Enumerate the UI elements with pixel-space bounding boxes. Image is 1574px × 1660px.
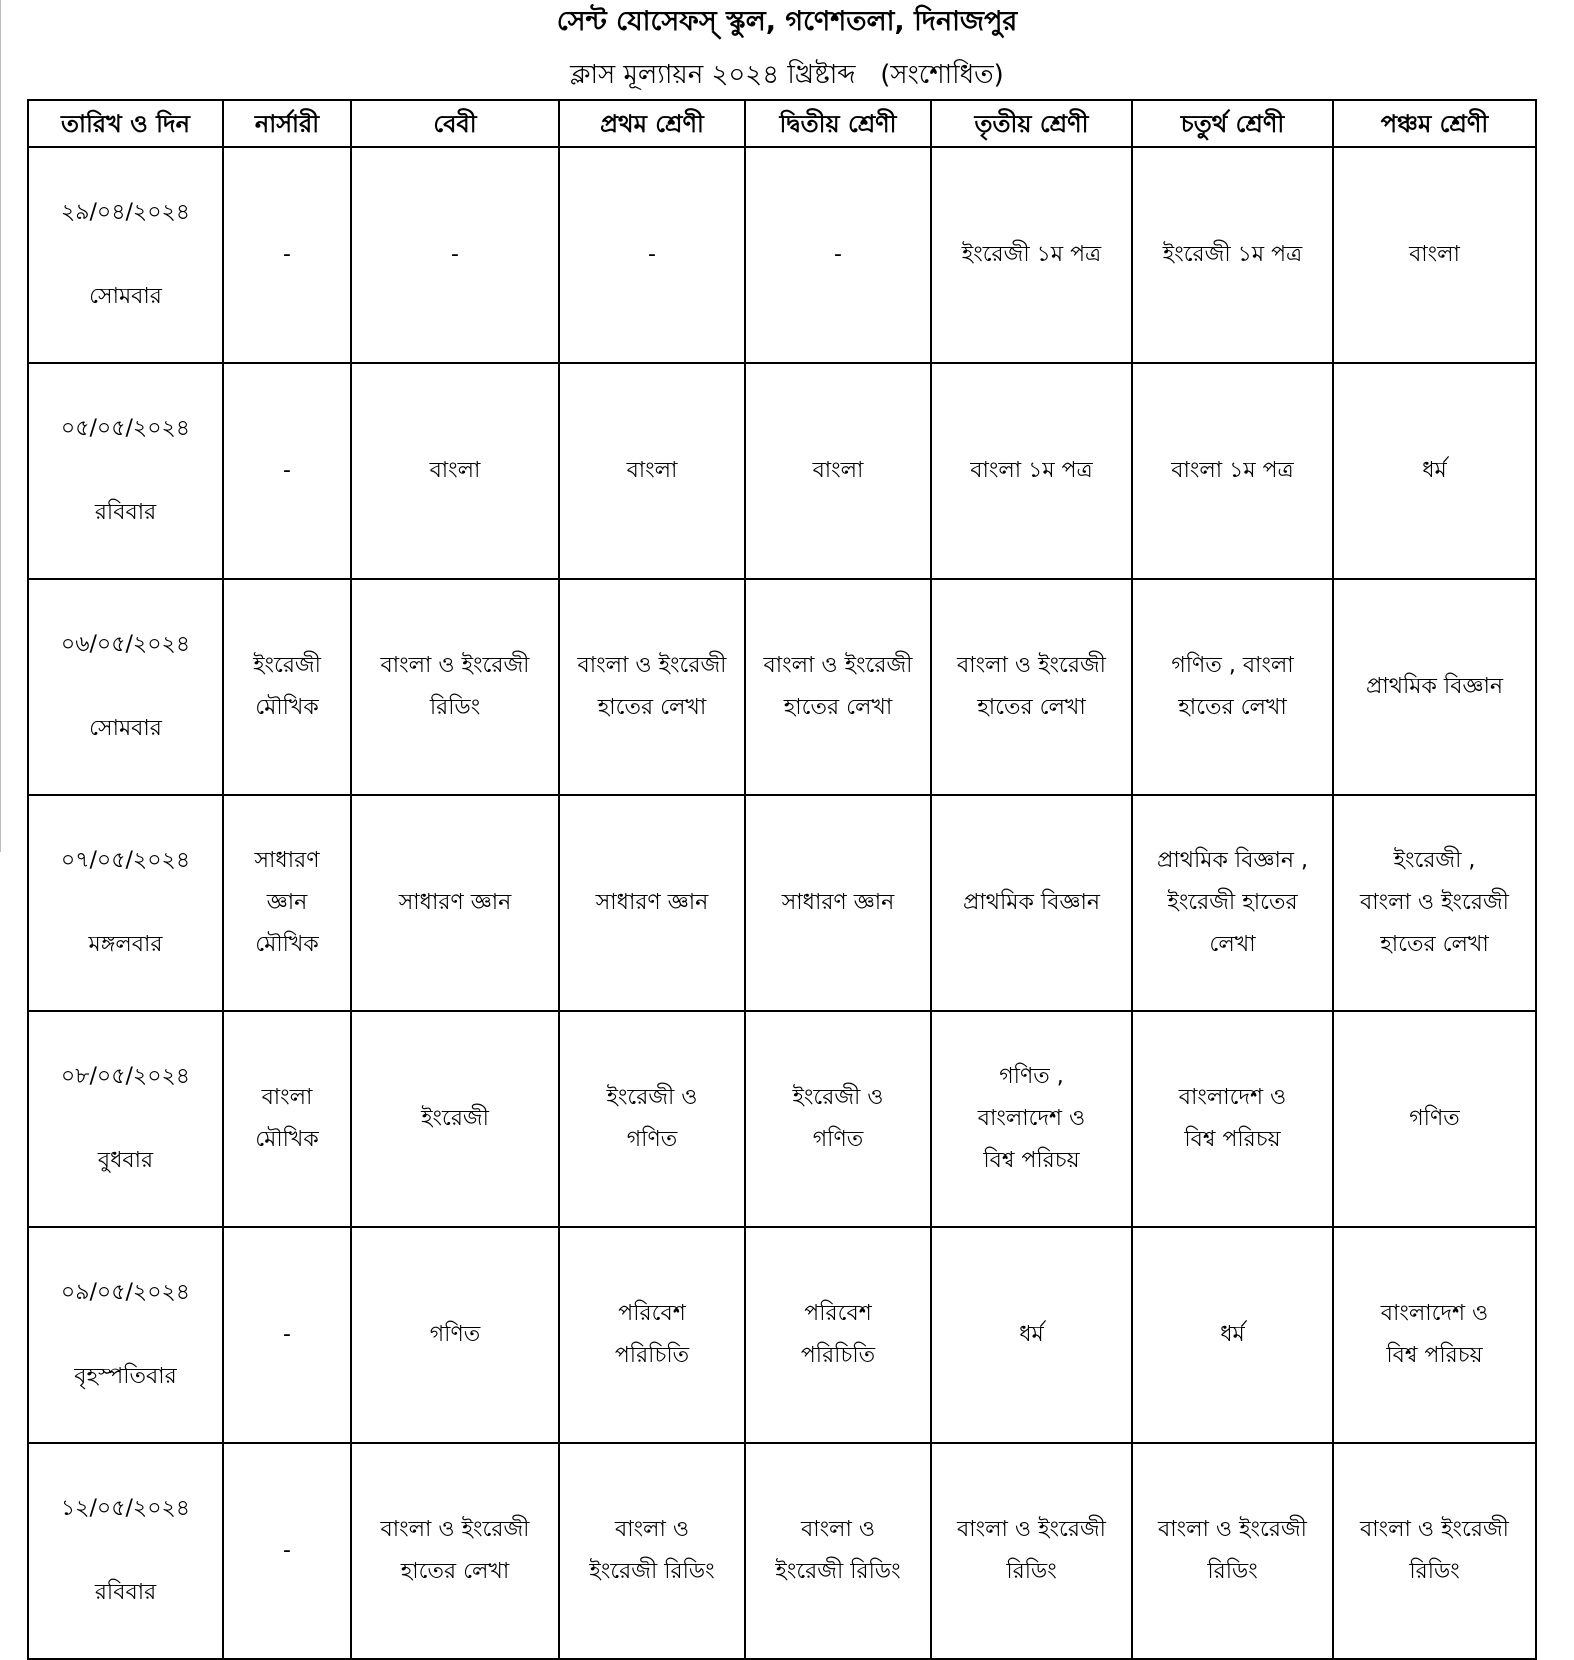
cell-class-two: বাংলা [745, 363, 931, 579]
exam-schedule-table [27, 99, 1537, 1660]
cell-class-four: বাংলাদেশ ও বিশ্ব পরিচয় [1132, 1011, 1333, 1227]
date-day-cell [28, 147, 223, 363]
cell-class-one: সাধারণ জ্ঞান [559, 795, 745, 1011]
header-date-day: তারিখ ও দিন [28, 100, 223, 147]
cell-class-five: বাংলা [1333, 147, 1536, 363]
exam-date: ০৮/০৫/২০২৪ [60, 1064, 191, 1089]
exam-date: ০৭/০৫/২০২৪ [60, 848, 191, 873]
cell-nursery: - [223, 147, 351, 363]
date-day-cell [28, 363, 223, 579]
exam-date: ০৯/০৫/২০২৪ [60, 1280, 191, 1305]
cell-class-one: - [559, 147, 745, 363]
cell-nursery: ইংরেজী মৌখিক [223, 579, 351, 795]
cell-class-three: বাংলা ১ম পত্র [931, 363, 1132, 579]
cell-class-four: বাংলা ১ম পত্র [1132, 363, 1333, 579]
cell-class-five: ধর্ম [1333, 363, 1536, 579]
exam-date: ১২/০৫/২০২৪ [60, 1496, 191, 1521]
table-row [28, 579, 1536, 795]
table-row [28, 795, 1536, 1011]
header-row [28, 100, 1536, 147]
cell-class-one: বাংলা ও ইংরেজী রিডিং [559, 1443, 745, 1659]
cell-class-two: সাধারণ জ্ঞান [745, 795, 931, 1011]
exam-day: রবিবার [94, 1580, 157, 1605]
cell-baby: সাধারণ জ্ঞান [351, 795, 559, 1011]
date-day-cell [28, 1227, 223, 1443]
cell-class-five: ইংরেজী , বাংলা ও ইংরেজী হাতের লেখা [1333, 795, 1536, 1011]
exam-day: সোমবার [89, 284, 162, 309]
cell-class-three: বাংলা ও ইংরেজী রিডিং [931, 1443, 1132, 1659]
cell-class-five: গণিত [1333, 1011, 1536, 1227]
cell-class-three: প্রাথমিক বিজ্ঞান [931, 795, 1132, 1011]
exam-day: বুধবার [97, 1148, 154, 1173]
cell-class-two: পরিবেশ পরিচিতি [745, 1227, 931, 1443]
cell-baby: - [351, 147, 559, 363]
cell-baby: বাংলা ও ইংরেজী রিডিং [351, 579, 559, 795]
date-day-cell [28, 1443, 223, 1659]
cell-nursery: বাংলা মৌখিক [223, 1011, 351, 1227]
exam-date: ২৯/০৪/২০২৪ [60, 200, 191, 225]
exam-day: সোমবার [89, 716, 162, 741]
cell-class-three: ইংরেজী ১ম পত্র [931, 147, 1132, 363]
exam-day: রবিবার [94, 500, 157, 525]
exam-day: মঙ্গলবার [88, 932, 163, 957]
exam-subtitle: ক্লাস মূল্যায়ন ২০২৪ খ্রিষ্টাব্দ (সংশোধিত) [570, 60, 1004, 90]
cell-class-two: বাংলা ও ইংরেজী রিডিং [745, 1443, 931, 1659]
table-row [28, 147, 1536, 363]
exam-date: ০৫/০৫/২০২৪ [60, 416, 191, 441]
header-nursery: নার্সারী [223, 100, 351, 147]
cell-class-three: বাংলা ও ইংরেজী হাতের লেখা [931, 579, 1132, 795]
cell-baby: ইংরেজী [351, 1011, 559, 1227]
cell-nursery: সাধারণ জ্ঞান মৌখিক [223, 795, 351, 1011]
header-baby: বেবী [351, 100, 559, 147]
cell-class-five: প্রাথমিক বিজ্ঞান [1333, 579, 1536, 795]
school-title: সেন্ট যোসেফস্ স্কুল, গণেশতলা, দিনাজপুর [556, 6, 1018, 37]
table-row [28, 1443, 1536, 1659]
cell-baby: বাংলা ও ইংরেজী হাতের লেখা [351, 1443, 559, 1659]
cell-class-four: গণিত , বাংলা হাতের লেখা [1132, 579, 1333, 795]
date-day-cell [28, 795, 223, 1011]
cell-class-four: ধর্ম [1132, 1227, 1333, 1443]
header-class-one: প্রথম শ্রেণী [559, 100, 745, 147]
header-class-three: তৃতীয় শ্রেণী [931, 100, 1132, 147]
cell-nursery: - [223, 1227, 351, 1443]
cell-class-one: ইংরেজী ও গণিত [559, 1011, 745, 1227]
cell-class-four: বাংলা ও ইংরেজী রিডিং [1132, 1443, 1333, 1659]
cell-class-one: পরিবেশ পরিচিতি [559, 1227, 745, 1443]
cell-class-five: বাংলা ও ইংরেজী রিডিং [1333, 1443, 1536, 1659]
cell-class-two: - [745, 147, 931, 363]
table-row [28, 1011, 1536, 1227]
cell-baby: বাংলা [351, 363, 559, 579]
cell-class-two: বাংলা ও ইংরেজী হাতের লেখা [745, 579, 931, 795]
table-row [28, 1227, 1536, 1443]
cell-class-three: গণিত , বাংলাদেশ ও বিশ্ব পরিচয় [931, 1011, 1132, 1227]
cell-nursery: - [223, 363, 351, 579]
table-row [28, 363, 1536, 579]
cell-baby: গণিত [351, 1227, 559, 1443]
date-day-cell [28, 579, 223, 795]
date-day-cell [28, 1011, 223, 1227]
cell-class-three: ধর্ম [931, 1227, 1132, 1443]
cell-nursery: - [223, 1443, 351, 1659]
header-class-two: দ্বিতীয় শ্রেণী [745, 100, 931, 147]
cell-class-four: ইংরেজী ১ম পত্র [1132, 147, 1333, 363]
header-class-five: পঞ্চম শ্রেণী [1333, 100, 1536, 147]
cell-class-one: বাংলা ও ইংরেজী হাতের লেখা [559, 579, 745, 795]
header-class-four: চতুর্থ শ্রেণী [1132, 100, 1333, 147]
exam-day: বৃহস্পতিবার [74, 1364, 177, 1389]
cell-class-two: ইংরেজী ও গণিত [745, 1011, 931, 1227]
cell-class-one: বাংলা [559, 363, 745, 579]
page-left-edge [0, 0, 1, 852]
cell-class-four: প্রাথমিক বিজ্ঞান , ইংরেজী হাতের লেখা [1132, 795, 1333, 1011]
exam-date: ০৬/০৫/২০২৪ [60, 632, 191, 657]
cell-class-five: বাংলাদেশ ও বিশ্ব পরিচয় [1333, 1227, 1536, 1443]
